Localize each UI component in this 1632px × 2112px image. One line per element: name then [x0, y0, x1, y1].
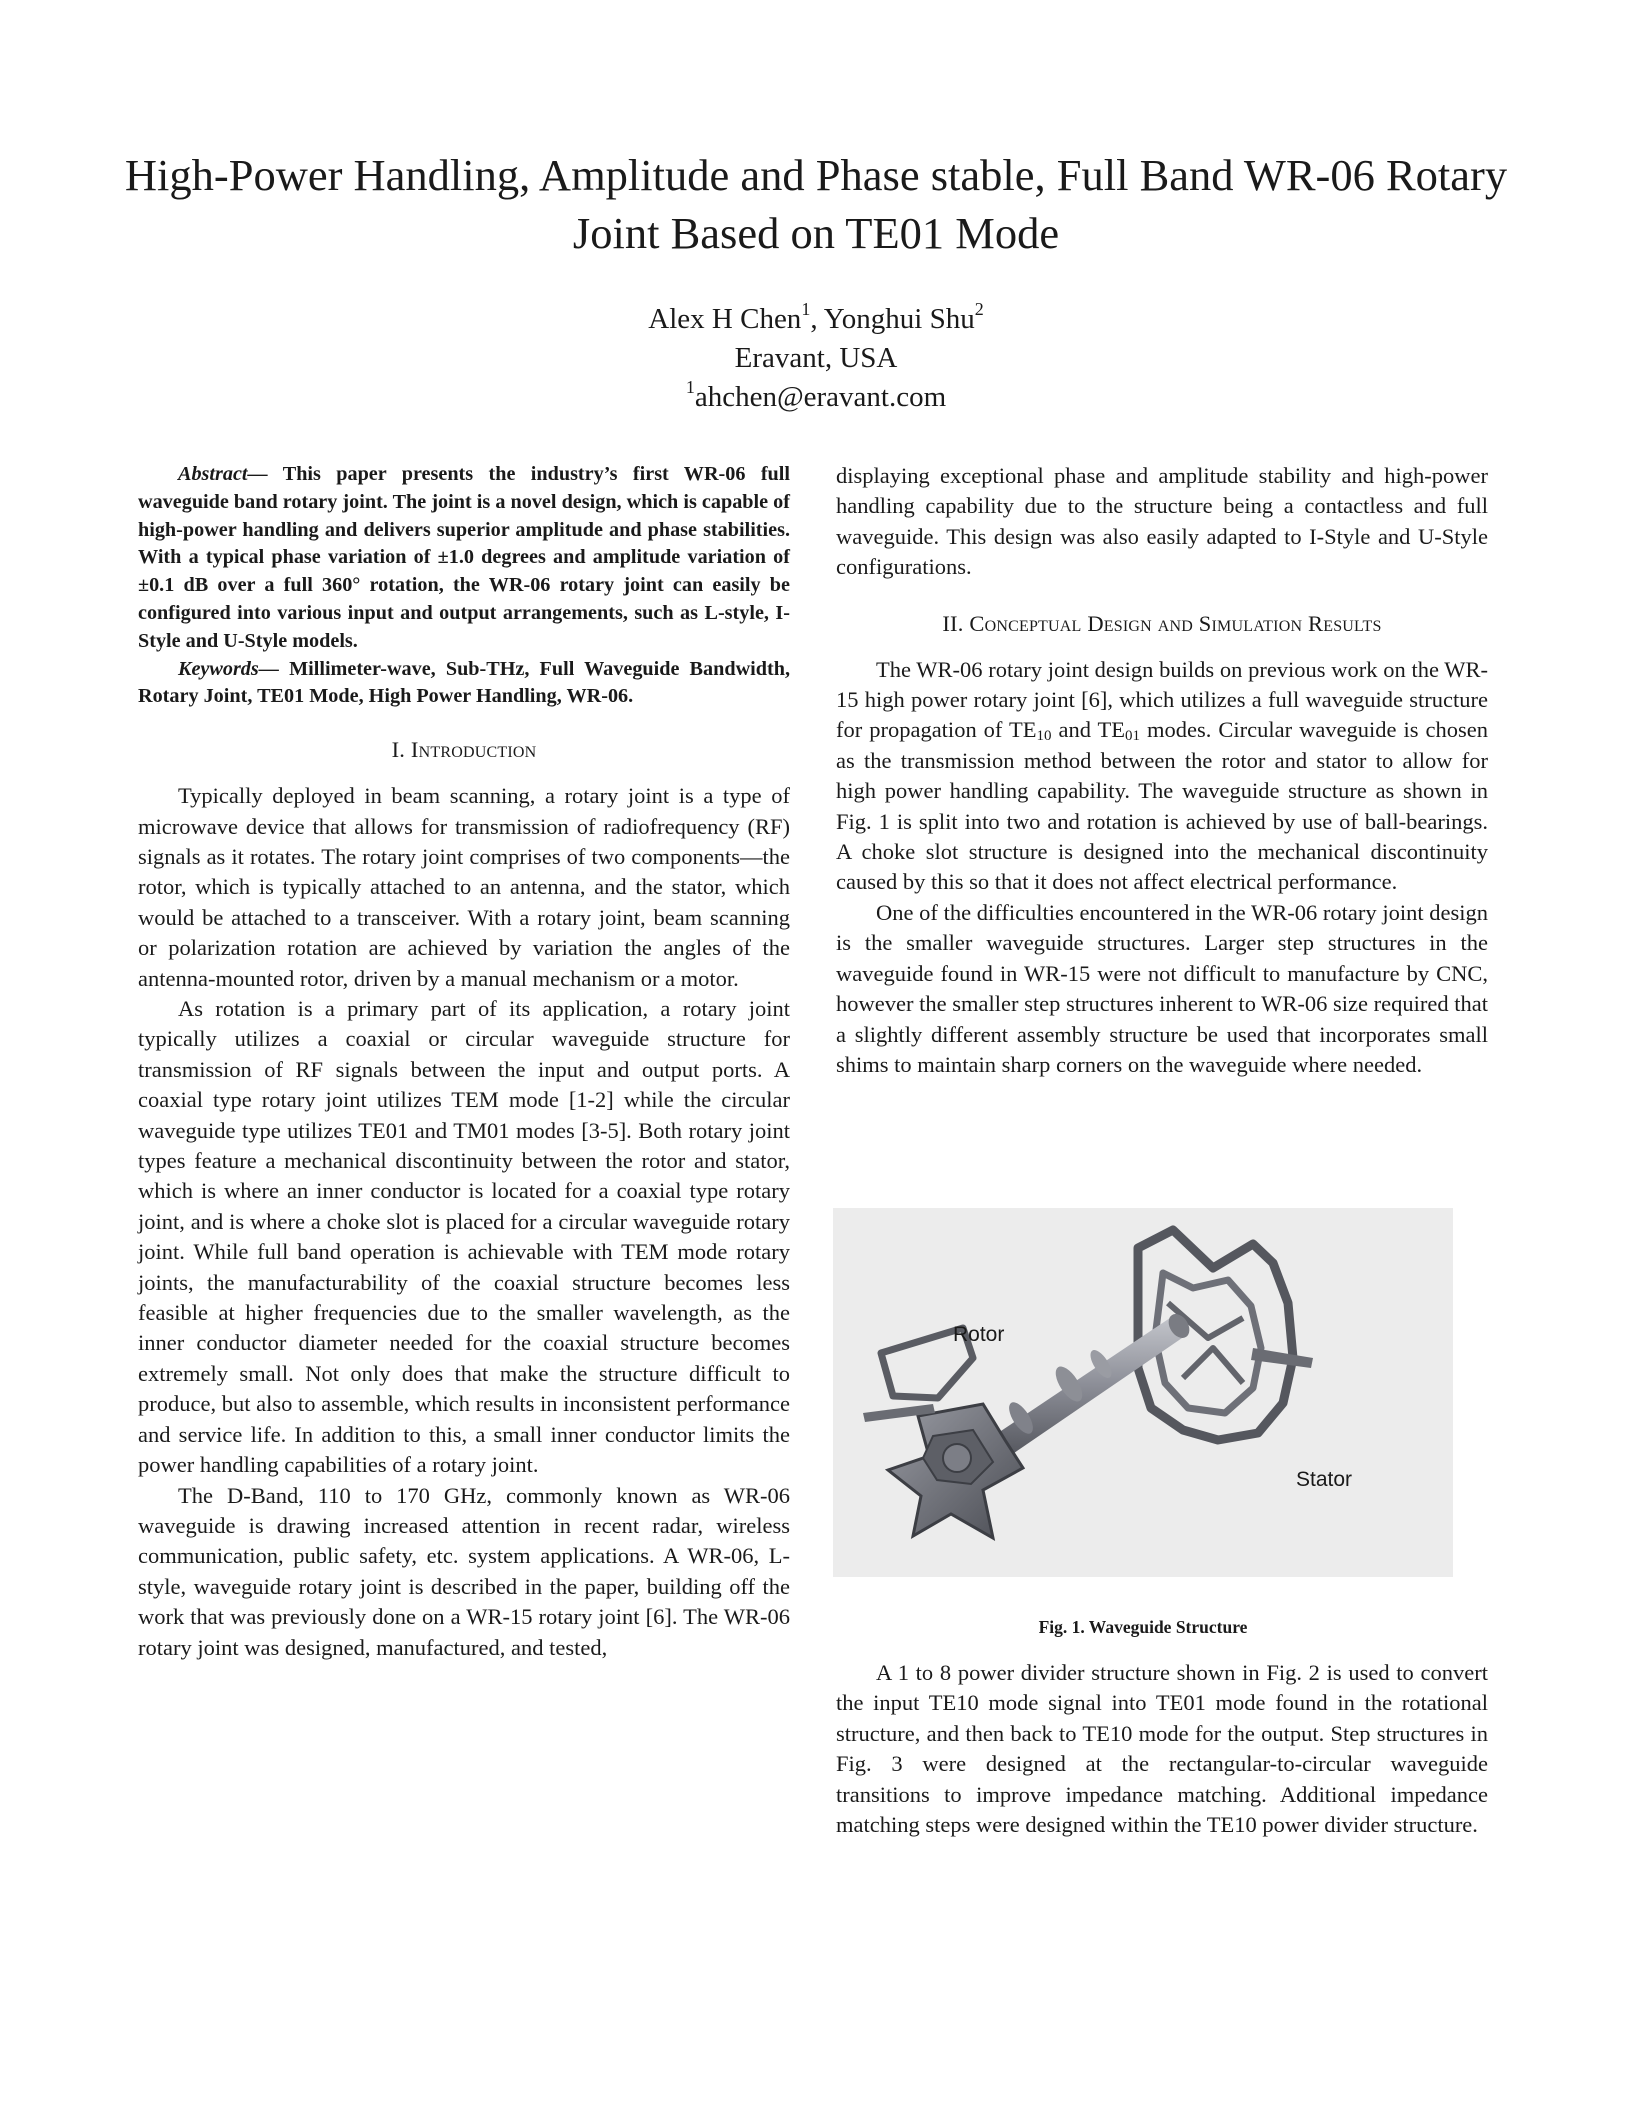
figure-label-rotor: Rotor — [953, 1323, 1005, 1346]
figure-caption: Fig. 1. Waveguide Structure — [1038, 1617, 1248, 1637]
intro-paragraph-3-continued: displaying exceptional phase and amplitude stability and high-power handling capability due to the structure being a contactless and full waveguide. This design was also easily adapted to I-Style and U-Style configurations. — [836, 463, 1488, 580]
author-affiliation: Eravant, USA — [734, 342, 898, 374]
right-column-after-figure — [836, 1658, 1488, 1840]
figure-label-stator: Stator — [1296, 1468, 1353, 1491]
paper-title: High-Power Handling, Amplitude and Phase stable, Full Band WR-06 Rotary Joint Based on TE01 Mode — [124, 150, 1508, 258]
mode-subscript: 01 — [1125, 728, 1141, 745]
author-email: ahchen@eravant.com — [694, 381, 947, 413]
design-p1-text-a: The WR-06 rotary joint design builds on previous work on the WR-15 high power rotary joint [6], which utilizes a full waveguide structure for propagation of TE — [836, 656, 1488, 743]
affiliation-marker: 2 — [974, 299, 984, 320]
mode-subscript: 10 — [1036, 728, 1052, 745]
waveguide-structure-illustration — [833, 1208, 1453, 1577]
section-heading-introduction: I. Introduction — [391, 737, 537, 763]
design-p1-text-b: and TE — [1051, 717, 1126, 743]
intro-paragraph-3: The D-Band, 110 to 170 GHz, commonly known as WR-06 waveguide is drawing increased attention in recent radar, wireless communication, public safety, etc. system applications. A WR-06, L-style, waveguide rotary joint is described in the paper, building off the work that was previously done on a WR-15 rotary joint [6]. The WR-06 rotary joint was designed, manufactured, and tested, — [138, 1482, 790, 1660]
author-name-first: Alex H Chen — [648, 303, 802, 335]
keywords-text: Millimeter-wave, Sub-THz, Full Waveguide Bandwidth, Rotary Joint, TE01 Mode, High Power Handling, WR-06. — [138, 657, 790, 708]
affiliation-marker: 1 — [801, 299, 811, 320]
email-marker: 1 — [685, 377, 695, 398]
section-heading-design: II. Conceptual Design and Simulation Results — [942, 610, 1382, 636]
abstract — [138, 461, 790, 656]
abstract-label: Abstract— — [178, 463, 268, 485]
design-paragraph-2: One of the difficulties encountered in the WR-06 rotary joint design is the smaller waveguide structures. Larger step structures in the waveguide found in WR-15 were not difficult to manufacture by CNC, however the smaller step structures inherent to WR-06 size required that a slightly different assembly structure be used that incorporates small shims to maintain sharp corners on the waveguide where needed. — [836, 899, 1488, 1077]
author-block — [0, 300, 1632, 417]
keywords — [138, 656, 790, 712]
right-column — [836, 461, 1488, 1080]
design-paragraph-1 — [836, 655, 1488, 898]
author-email-line — [0, 378, 1632, 417]
abstract-text: This paper presents the industry’s first WR-06 full waveguide band rotary joint. The joint is a novel design, which is capable of high-power handling and delivers superior amplitude and phase stabilities. With a typical phase variation of ±1.0 degrees and amplitude variation of ±0.1 dB over a full 360° rotation, the WR-06 rotary joint can easily be configured into various input and output arrangements, such as L-style, I-Style and U-Style models. — [138, 463, 790, 652]
intro-paragraph-2: As rotation is a primary part of its application, a rotary joint typically utilizes a coaxial or circular waveguide structure for transmission of RF signals between the input and output ports. A coaxial type rotary joint utilizes TEM mode [1-2] while the circular waveguide type utilizes TE01 and TM01 modes [3-5]. Both rotary joint types feature a mechanical discontinuity between the rotor and stator, which is where an inner conductor is located for a coaxial type rotary joint, and is where a choke slot is placed for a circular waveguide rotary joint. While full band operation is achievable with TEM mode rotary joints, the manufacturability of the coaxial structure becomes less feasible at higher frequencies due to the smaller wavelength, as the inner conductor diameter needed for the coaxial structure becomes extremely small. Not only does that make the structure difficult to produce, but also to assemble, which results in inconsistent performance and service life. In addition to this, a small inner conductor limits the power handling capabilities of a rotary joint. — [138, 996, 790, 1478]
waveguide-structure-figure — [833, 1208, 1453, 1577]
design-paragraph-3: A 1 to 8 power divider structure shown in Fig. 2 is used to convert the input TE10 mode signal into TE01 mode found in the rotational structure, and then back to TE10 mode for the output. Step structures in Fig. 3 were designed at the rectangular-to-circular waveguide transitions to improve impedance matching. Additional impedance matching steps were designed within the TE10 power divider structure. — [836, 1660, 1488, 1838]
author-name-second: , Yonghui Shu — [810, 303, 975, 335]
intro-paragraph-1: Typically deployed in beam scanning, a rotary joint is a type of microwave device that allows for transmission of radiofrequency (RF) signals as it rotates. The rotary joint comprises of two components—the rotor, which is typically attached to an antenna, and the stator, which would be attached to a transceiver. With a rotary joint, beam scanning or polarization rotation are achieved by variation the angles of the antenna-mounted rotor, driven by a manual mechanism or a motor. — [138, 783, 790, 991]
author-names — [0, 300, 1632, 339]
design-p1-text-c: modes. Circular waveguide is chosen as the transmission method between the rotor and stator to allow for high power handling capability. The waveguide structure as shown in Fig. 1 is split into two and rotation is achieved by use of ball-bearings. A choke slot structure is designed into the mechanical discontinuity caused by this so that it does not affect electrical performance. — [836, 717, 1488, 895]
left-column — [138, 461, 790, 1663]
keywords-label: Keywords— — [178, 657, 279, 680]
